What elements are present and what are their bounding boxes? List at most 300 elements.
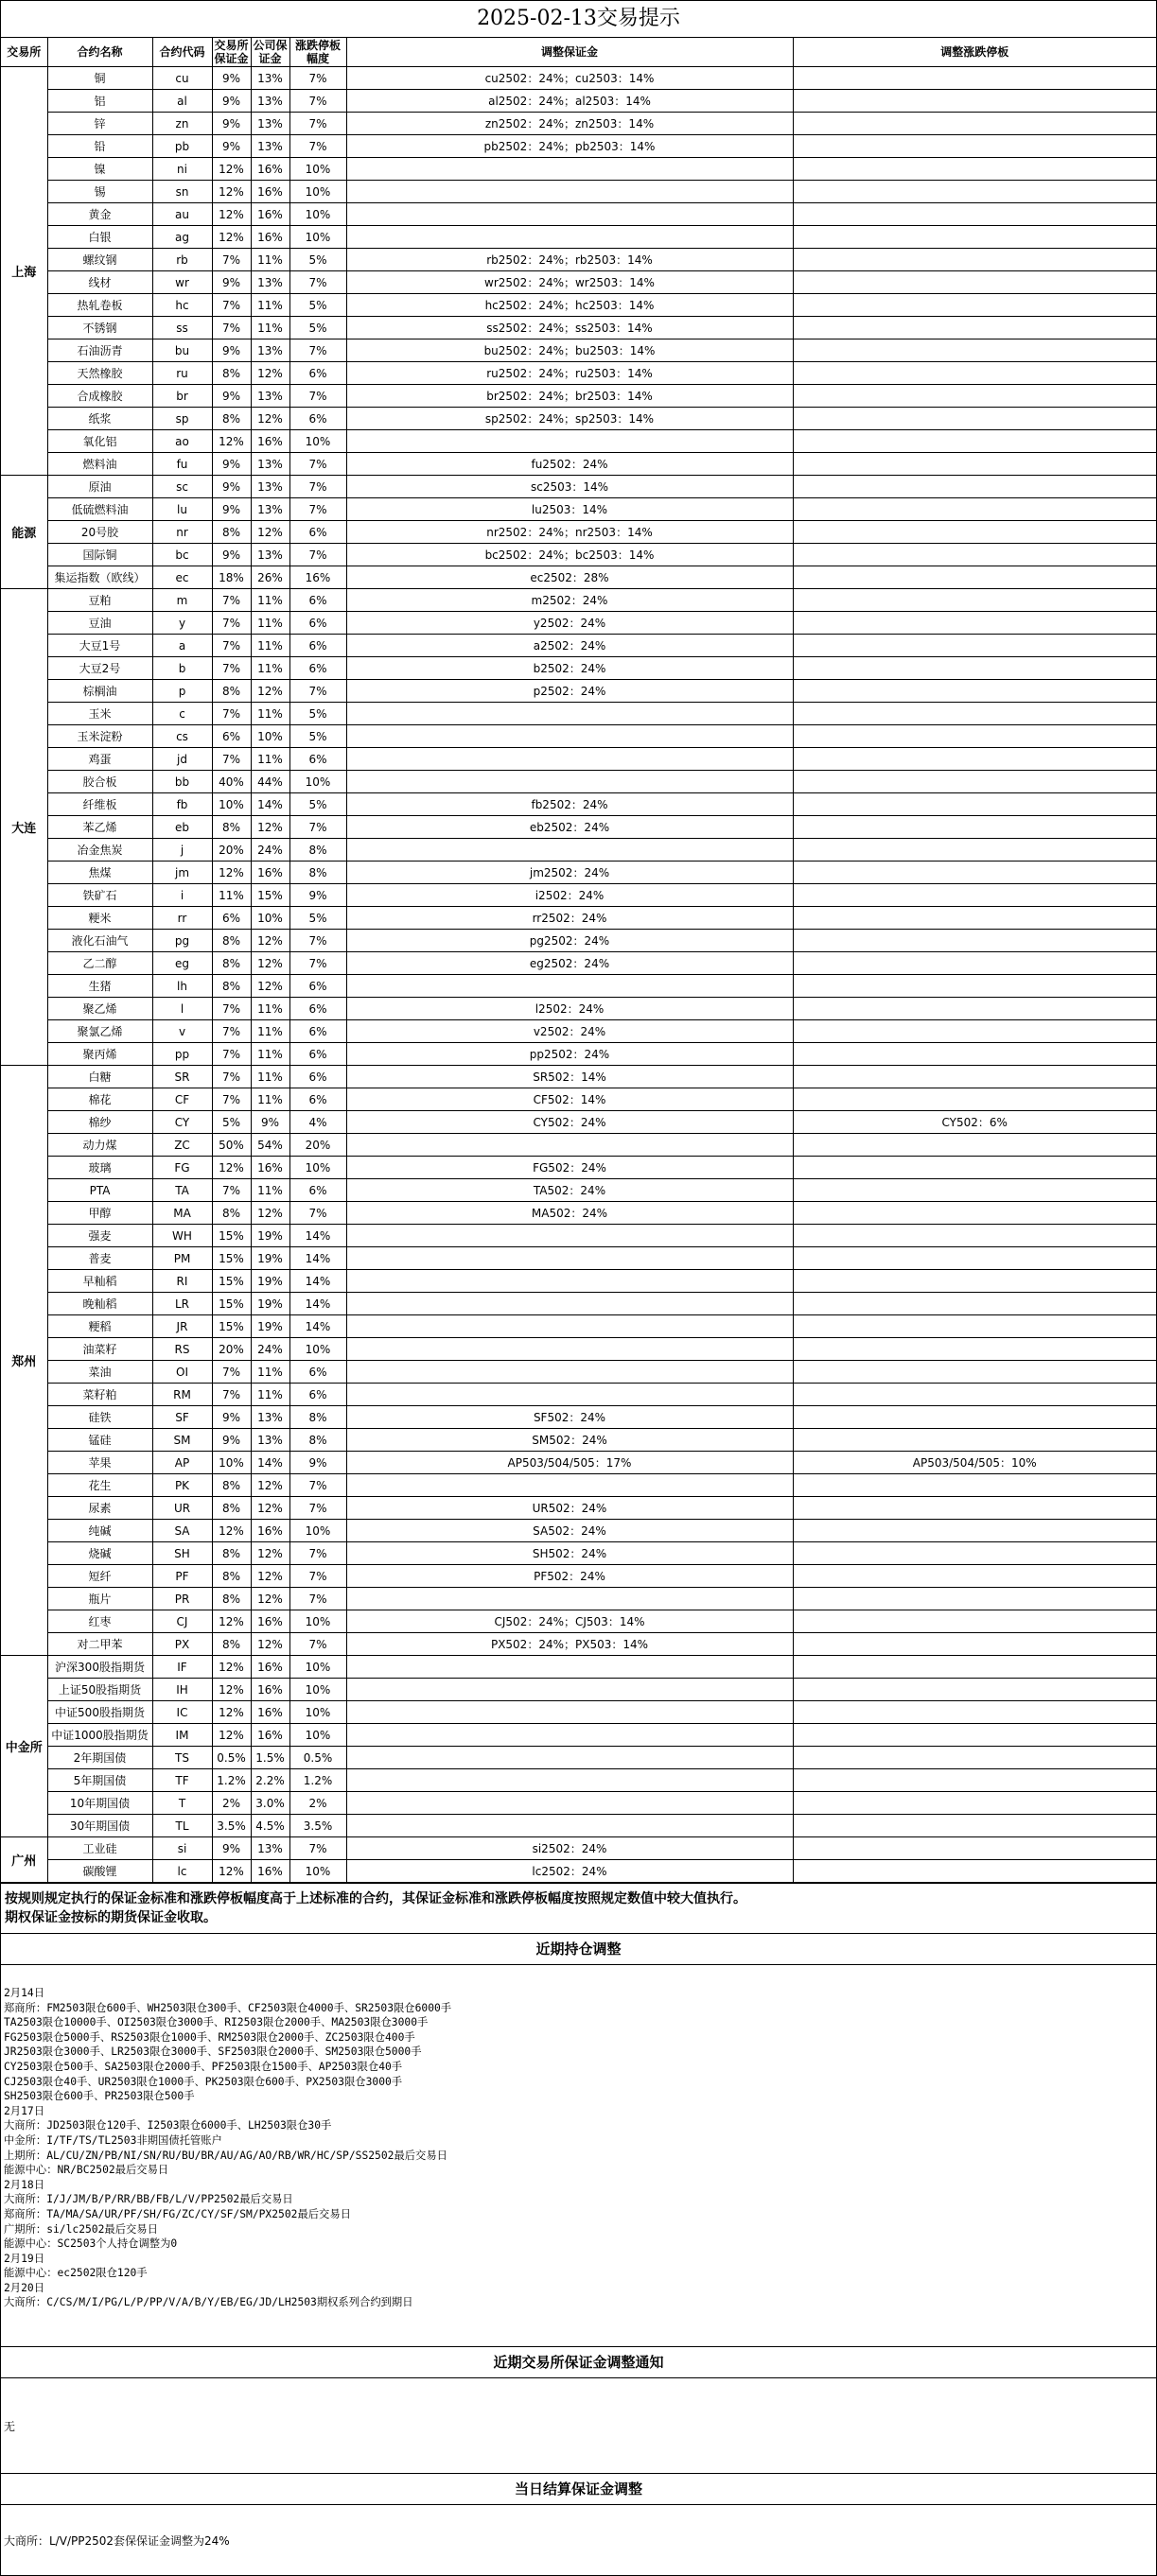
contract-name-cell: 红枣 <box>47 1610 152 1633</box>
limit-range-cell: 7% <box>289 1565 346 1588</box>
contract-code-cell: v <box>152 1020 212 1043</box>
limit-range-cell: 7% <box>289 1202 346 1225</box>
table-row <box>1 1610 1156 1633</box>
company-margin-cell: 4.5% <box>251 1815 289 1837</box>
exchange-margin-cell: 12% <box>212 1860 251 1883</box>
adjust-margin-cell: p2502：24% <box>346 680 793 703</box>
adjust-limit-cell <box>793 67 1156 90</box>
company-margin-cell: 19% <box>251 1225 289 1247</box>
exchange-margin-cell: 11% <box>212 884 251 907</box>
contract-name-cell: 胶合板 <box>47 771 152 793</box>
header-adjust-margin: 调整保证金 <box>346 38 793 67</box>
company-margin-cell: 44% <box>251 771 289 793</box>
adjust-limit-cell <box>793 930 1156 952</box>
table-row <box>1 703 1156 725</box>
adjust-limit-cell <box>793 1270 1156 1293</box>
adjust-margin-cell: cu2502：24%；cu2503：14% <box>346 67 793 90</box>
adjust-margin-cell <box>346 203 793 226</box>
contract-code-cell: cs <box>152 725 212 748</box>
adjust-margin-cell: SM502：24% <box>346 1429 793 1452</box>
contract-name-cell: 液化石油气 <box>47 930 152 952</box>
adjust-limit-cell <box>793 1157 1156 1179</box>
adjust-margin-cell: FG502：24% <box>346 1157 793 1179</box>
table-row <box>1 793 1156 816</box>
adjust-margin-cell: lc2502：24% <box>346 1860 793 1883</box>
header-exchange-margin: 交易所保证金 <box>212 38 251 67</box>
adjust-limit-cell <box>793 1860 1156 1883</box>
company-margin-cell: 12% <box>251 1202 289 1225</box>
contract-code-cell: SA <box>152 1520 212 1542</box>
adjust-limit-cell <box>793 1565 1156 1588</box>
exchange-margin-cell: 12% <box>212 226 251 249</box>
adjust-margin-cell <box>346 1293 793 1315</box>
limit-range-cell: 7% <box>289 498 346 521</box>
header-exchange: 交易所 <box>1 38 47 67</box>
exchange-margin-cell: 9% <box>212 1429 251 1452</box>
table-row <box>1 430 1156 453</box>
company-margin-cell: 54% <box>251 1134 289 1157</box>
contract-code-cell: br <box>152 385 212 408</box>
contract-name-cell: 焦煤 <box>47 862 152 884</box>
table-row <box>1 1293 1156 1315</box>
adjust-margin-cell <box>346 1247 793 1270</box>
contract-name-cell: 玻璃 <box>47 1157 152 1179</box>
table-row <box>1 635 1156 657</box>
table-row <box>1 1837 1156 1860</box>
limit-range-cell: 5% <box>289 249 346 271</box>
contract-code-cell: T <box>152 1792 212 1815</box>
table-row <box>1 385 1156 408</box>
adjust-margin-cell <box>346 1792 793 1815</box>
limit-range-cell: 7% <box>289 453 346 476</box>
company-margin-cell: 16% <box>251 203 289 226</box>
company-margin-cell: 9% <box>251 1111 289 1134</box>
contract-name-cell: 20号胶 <box>47 521 152 544</box>
contract-code-cell: rr <box>152 907 212 930</box>
exchange-cell: 郑州 <box>1 1066 47 1656</box>
contract-code-cell: SH <box>152 1542 212 1565</box>
adjust-limit-cell <box>793 1656 1156 1679</box>
table-row <box>1 1815 1156 1837</box>
adjust-limit-cell <box>793 589 1156 612</box>
table-row <box>1 271 1156 294</box>
exchange-margin-cell: 9% <box>212 544 251 566</box>
contract-name-cell: 晚籼稻 <box>47 1293 152 1315</box>
company-margin-cell: 13% <box>251 453 289 476</box>
contract-code-cell: si <box>152 1837 212 1860</box>
limit-range-cell: 20% <box>289 1134 346 1157</box>
exchange-margin-cell: 8% <box>212 680 251 703</box>
table-row <box>1 1860 1156 1883</box>
exchange-margin-cell: 9% <box>212 1837 251 1860</box>
adjust-limit-cell <box>793 1633 1156 1656</box>
exchange-margin-cell: 8% <box>212 1542 251 1565</box>
adjust-margin-cell: br2502：24%；br2503：14% <box>346 385 793 408</box>
exchange-margin-cell: 12% <box>212 862 251 884</box>
exchange-margin-cell: 7% <box>212 1043 251 1066</box>
table-row <box>1 1588 1156 1610</box>
adjust-limit-cell <box>793 408 1156 430</box>
adjust-margin-cell <box>346 158 793 181</box>
contract-name-cell: 花生 <box>47 1474 152 1497</box>
company-margin-cell: 11% <box>251 1088 289 1111</box>
limit-range-cell: 14% <box>289 1270 346 1293</box>
adjust-limit-cell <box>793 1134 1156 1157</box>
contract-name-cell: 集运指数（欧线） <box>47 566 152 589</box>
contract-name-cell: 短纤 <box>47 1565 152 1588</box>
adjust-margin-cell: fu2502：24% <box>346 453 793 476</box>
adjust-margin-cell <box>346 975 793 998</box>
adjust-margin-cell: zn2502：24%；zn2503：14% <box>346 113 793 135</box>
adjust-limit-cell <box>793 1837 1156 1860</box>
exchange-margin-cell: 9% <box>212 67 251 90</box>
company-margin-cell: 24% <box>251 1338 289 1361</box>
company-margin-cell: 12% <box>251 1633 289 1656</box>
adjust-limit-cell <box>793 566 1156 589</box>
limit-range-cell: 6% <box>289 612 346 635</box>
adjust-limit-cell <box>793 135 1156 158</box>
adjust-limit-cell <box>793 1747 1156 1769</box>
adjust-limit-cell <box>793 793 1156 816</box>
company-margin-cell: 11% <box>251 612 289 635</box>
adjust-limit-cell <box>793 498 1156 521</box>
table-row <box>1 1202 1156 1225</box>
exchange-margin-cell: 12% <box>212 1520 251 1542</box>
company-margin-cell: 16% <box>251 158 289 181</box>
settlement-margin-title: 当日结算保证金调整 <box>1 2474 1156 2505</box>
contract-name-cell: 冶金焦炭 <box>47 839 152 862</box>
contract-name-cell: 白银 <box>47 226 152 249</box>
contract-name-cell: 线材 <box>47 271 152 294</box>
company-margin-cell: 13% <box>251 135 289 158</box>
adjust-limit-cell <box>793 1066 1156 1088</box>
adjust-margin-cell: si2502：24% <box>346 1837 793 1860</box>
limit-range-cell: 5% <box>289 317 346 339</box>
contract-name-cell: 普麦 <box>47 1247 152 1270</box>
table-row <box>1 1406 1156 1429</box>
table-row <box>1 930 1156 952</box>
exchange-margin-cell: 18% <box>212 566 251 589</box>
limit-range-cell: 10% <box>289 1679 346 1701</box>
limit-range-cell: 10% <box>289 181 346 203</box>
adjust-margin-cell: lu2503：14% <box>346 498 793 521</box>
page-title: 2025-02-13交易提示 <box>1 1 1156 38</box>
table-row <box>1 1769 1156 1792</box>
contract-code-cell: RS <box>152 1338 212 1361</box>
exchange-cell: 大连 <box>1 589 47 1066</box>
contract-name-cell: 烧碱 <box>47 1542 152 1565</box>
contract-code-cell: jm <box>152 862 212 884</box>
company-margin-cell: 16% <box>251 1610 289 1633</box>
adjust-margin-cell: UR502：24% <box>346 1497 793 1520</box>
adjust-limit-cell <box>793 1520 1156 1542</box>
adjust-margin-cell: jm2502：24% <box>346 862 793 884</box>
exchange-margin-notice-title: 近期交易所保证金调整通知 <box>1 2347 1156 2378</box>
contract-code-cell: sc <box>152 476 212 498</box>
exchange-margin-cell: 7% <box>212 1384 251 1406</box>
limit-range-cell: 14% <box>289 1247 346 1270</box>
contract-code-cell: bb <box>152 771 212 793</box>
contract-name-cell: 大豆2号 <box>47 657 152 680</box>
contract-code-cell: UR <box>152 1497 212 1520</box>
limit-range-cell: 0.5% <box>289 1747 346 1769</box>
limit-range-cell: 10% <box>289 1656 346 1679</box>
limit-range-cell: 8% <box>289 862 346 884</box>
exchange-margin-cell: 15% <box>212 1270 251 1293</box>
adjust-limit-cell <box>793 839 1156 862</box>
company-margin-cell: 16% <box>251 1520 289 1542</box>
limit-range-cell: 6% <box>289 1088 346 1111</box>
contract-code-cell: eg <box>152 952 212 975</box>
contract-code-cell: RI <box>152 1270 212 1293</box>
adjust-limit-cell <box>793 975 1156 998</box>
table-row <box>1 657 1156 680</box>
adjust-limit-cell <box>793 181 1156 203</box>
company-margin-cell: 16% <box>251 1679 289 1701</box>
contract-code-cell: TA <box>152 1179 212 1202</box>
company-margin-cell: 13% <box>251 544 289 566</box>
contract-name-cell: 不锈钢 <box>47 317 152 339</box>
limit-range-cell: 14% <box>289 1315 346 1338</box>
contract-code-cell: TS <box>152 1747 212 1769</box>
exchange-margin-cell: 15% <box>212 1225 251 1247</box>
exchange-margin-cell: 8% <box>212 952 251 975</box>
table-row <box>1 589 1156 612</box>
header-contract-name: 合约名称 <box>47 38 152 67</box>
exchange-margin-cell: 12% <box>212 430 251 453</box>
exchange-margin-cell: 9% <box>212 453 251 476</box>
company-margin-cell: 16% <box>251 181 289 203</box>
adjust-limit-cell <box>793 1474 1156 1497</box>
contract-code-cell: m <box>152 589 212 612</box>
contract-name-cell: PTA <box>47 1179 152 1202</box>
table-row <box>1 1020 1156 1043</box>
contract-name-cell: 中证1000股指期货 <box>47 1724 152 1747</box>
adjust-margin-cell: SH502：24% <box>346 1542 793 1565</box>
contract-code-cell: zn <box>152 113 212 135</box>
contract-code-cell: pb <box>152 135 212 158</box>
limit-range-cell: 10% <box>289 1520 346 1542</box>
contract-name-cell: 菜籽粕 <box>47 1384 152 1406</box>
adjust-margin-cell: ss2502：24%；ss2503：14% <box>346 317 793 339</box>
table-row <box>1 226 1156 249</box>
adjust-margin-cell: SR502：14% <box>346 1066 793 1088</box>
contract-code-cell: ag <box>152 226 212 249</box>
contract-name-cell: 5年期国债 <box>47 1769 152 1792</box>
contract-name-cell: 聚乙烯 <box>47 998 152 1020</box>
limit-range-cell: 8% <box>289 839 346 862</box>
adjust-limit-cell <box>793 680 1156 703</box>
contract-code-cell: bc <box>152 544 212 566</box>
adjust-margin-cell: ec2502：28% <box>346 566 793 589</box>
company-margin-cell: 16% <box>251 1724 289 1747</box>
adjust-margin-cell <box>346 1588 793 1610</box>
adjust-limit-cell <box>793 1202 1156 1225</box>
contract-code-cell: LR <box>152 1293 212 1315</box>
adjust-limit-cell <box>793 294 1156 317</box>
adjust-margin-cell <box>346 1815 793 1837</box>
exchange-margin-cell: 7% <box>212 612 251 635</box>
contract-code-cell: c <box>152 703 212 725</box>
table-row <box>1 1792 1156 1815</box>
adjust-limit-cell <box>793 1361 1156 1384</box>
table-row <box>1 1315 1156 1338</box>
company-margin-cell: 12% <box>251 1542 289 1565</box>
contract-name-cell: 聚丙烯 <box>47 1043 152 1066</box>
contract-code-cell: JR <box>152 1315 212 1338</box>
company-margin-cell: 12% <box>251 816 289 839</box>
exchange-margin-cell: 8% <box>212 408 251 430</box>
limit-range-cell: 7% <box>289 544 346 566</box>
header-company-margin: 公司保证金 <box>251 38 289 67</box>
exchange-margin-cell: 20% <box>212 1338 251 1361</box>
adjust-margin-cell <box>346 226 793 249</box>
table-row <box>1 453 1156 476</box>
company-margin-cell: 13% <box>251 90 289 113</box>
table-row <box>1 1520 1156 1542</box>
contract-name-cell: 燃料油 <box>47 453 152 476</box>
contract-code-cell: AP <box>152 1452 212 1474</box>
adjust-limit-cell <box>793 862 1156 884</box>
rule-note-line: 按规则规定执行的保证金标准和涨跌停板幅度高于上述标准的合约，其保证金标准和涨跌停板幅度按照规定数值中较大值执行。 <box>5 1891 746 1906</box>
contract-code-cell: a <box>152 635 212 657</box>
limit-range-cell: 7% <box>289 680 346 703</box>
limit-range-cell: 6% <box>289 1179 346 1202</box>
company-margin-cell: 3.0% <box>251 1792 289 1815</box>
contract-name-cell: 镍 <box>47 158 152 181</box>
contract-code-cell: TF <box>152 1769 212 1792</box>
exchange-margin-cell: 9% <box>212 339 251 362</box>
company-margin-cell: 13% <box>251 1837 289 1860</box>
exchange-cell: 能源 <box>1 476 47 589</box>
adjust-margin-cell: rr2502：24% <box>346 907 793 930</box>
table-row <box>1 1542 1156 1565</box>
exchange-margin-cell: 9% <box>212 135 251 158</box>
exchange-margin-cell: 12% <box>212 1701 251 1724</box>
company-margin-cell: 13% <box>251 67 289 90</box>
adjust-margin-cell <box>346 771 793 793</box>
contract-name-cell: 聚氯乙烯 <box>47 1020 152 1043</box>
table-row <box>1 975 1156 998</box>
adjust-limit-cell <box>793 1724 1156 1747</box>
limit-range-cell: 10% <box>289 430 346 453</box>
table-row <box>1 203 1156 226</box>
contract-code-cell: rb <box>152 249 212 271</box>
adjust-margin-cell: sc2503：14% <box>346 476 793 498</box>
company-margin-cell: 10% <box>251 907 289 930</box>
company-margin-cell: 12% <box>251 1565 289 1588</box>
limit-range-cell: 7% <box>289 930 346 952</box>
company-margin-cell: 13% <box>251 498 289 521</box>
exchange-margin-cell: 8% <box>212 975 251 998</box>
table-row <box>1 839 1156 862</box>
limit-range-cell: 10% <box>289 1610 346 1633</box>
limit-range-cell: 7% <box>289 816 346 839</box>
limit-range-cell: 6% <box>289 1020 346 1043</box>
company-margin-cell: 19% <box>251 1247 289 1270</box>
header-row <box>1 38 1156 67</box>
contract-name-cell: 热轧卷板 <box>47 294 152 317</box>
limit-range-cell: 6% <box>289 748 346 771</box>
contract-code-cell: ZC <box>152 1134 212 1157</box>
contract-code-cell: ec <box>152 566 212 589</box>
table-row <box>1 748 1156 771</box>
exchange-margin-cell: 12% <box>212 1610 251 1633</box>
exchange-margin-cell: 8% <box>212 930 251 952</box>
adjust-margin-cell: CF502：14% <box>346 1088 793 1111</box>
contract-name-cell: 铝 <box>47 90 152 113</box>
exchange-cell: 上海 <box>1 67 47 476</box>
exchange-margin-cell: 8% <box>212 1497 251 1520</box>
adjust-margin-cell <box>346 430 793 453</box>
contract-name-cell: 棉纱 <box>47 1111 152 1134</box>
table-row <box>1 1429 1156 1452</box>
contract-code-cell: ru <box>152 362 212 385</box>
adjust-limit-cell <box>793 1043 1156 1066</box>
adjust-margin-cell <box>346 1134 793 1157</box>
adjust-margin-cell: MA502：24% <box>346 1202 793 1225</box>
company-margin-cell: 11% <box>251 635 289 657</box>
contract-code-cell: SM <box>152 1429 212 1452</box>
company-margin-cell: 16% <box>251 430 289 453</box>
adjust-margin-cell: CJ502：24%；CJ503：14% <box>346 1610 793 1633</box>
contract-code-cell: PM <box>152 1247 212 1270</box>
adjust-margin-cell <box>346 1701 793 1724</box>
limit-range-cell: 6% <box>289 1043 346 1066</box>
exchange-margin-cell: 7% <box>212 998 251 1020</box>
table-row <box>1 1225 1156 1247</box>
table-row <box>1 1088 1156 1111</box>
table-row <box>1 1679 1156 1701</box>
contract-code-cell: jd <box>152 748 212 771</box>
contract-name-cell: 豆油 <box>47 612 152 635</box>
limit-range-cell: 10% <box>289 1701 346 1724</box>
contract-name-cell: 菜油 <box>47 1361 152 1384</box>
contract-name-cell: 锰硅 <box>47 1429 152 1452</box>
contract-code-cell: PR <box>152 1588 212 1610</box>
contract-name-cell: 棉花 <box>47 1088 152 1111</box>
company-margin-cell: 12% <box>251 975 289 998</box>
exchange-margin-cell: 5% <box>212 1111 251 1134</box>
exchange-margin-cell: 1.2% <box>212 1769 251 1792</box>
adjust-limit-cell: AP503/504/505：10% <box>793 1452 1156 1474</box>
contract-name-cell: 苯乙烯 <box>47 816 152 839</box>
limit-range-cell: 10% <box>289 1157 346 1179</box>
contract-name-cell: 玉米 <box>47 703 152 725</box>
company-margin-cell: 12% <box>251 1474 289 1497</box>
adjust-limit-cell <box>793 884 1156 907</box>
limit-range-cell: 7% <box>289 476 346 498</box>
exchange-margin-cell: 12% <box>212 1656 251 1679</box>
adjust-limit-cell <box>793 1588 1156 1610</box>
contract-name-cell: 大豆1号 <box>47 635 152 657</box>
company-margin-cell: 10% <box>251 725 289 748</box>
adjust-margin-cell: PX502：24%；PX503：14% <box>346 1633 793 1656</box>
company-margin-cell: 26% <box>251 566 289 589</box>
exchange-margin-cell: 8% <box>212 1202 251 1225</box>
company-margin-cell: 11% <box>251 1384 289 1406</box>
adjust-margin-cell <box>346 1769 793 1792</box>
limit-range-cell: 7% <box>289 135 346 158</box>
adjust-margin-cell <box>346 1724 793 1747</box>
exchange-margin-cell: 7% <box>212 317 251 339</box>
contract-code-cell: lu <box>152 498 212 521</box>
company-margin-cell: 12% <box>251 521 289 544</box>
company-margin-cell: 1.5% <box>251 1747 289 1769</box>
contract-name-cell: 天然橡胶 <box>47 362 152 385</box>
adjust-limit-cell <box>793 1225 1156 1247</box>
table-row <box>1 725 1156 748</box>
